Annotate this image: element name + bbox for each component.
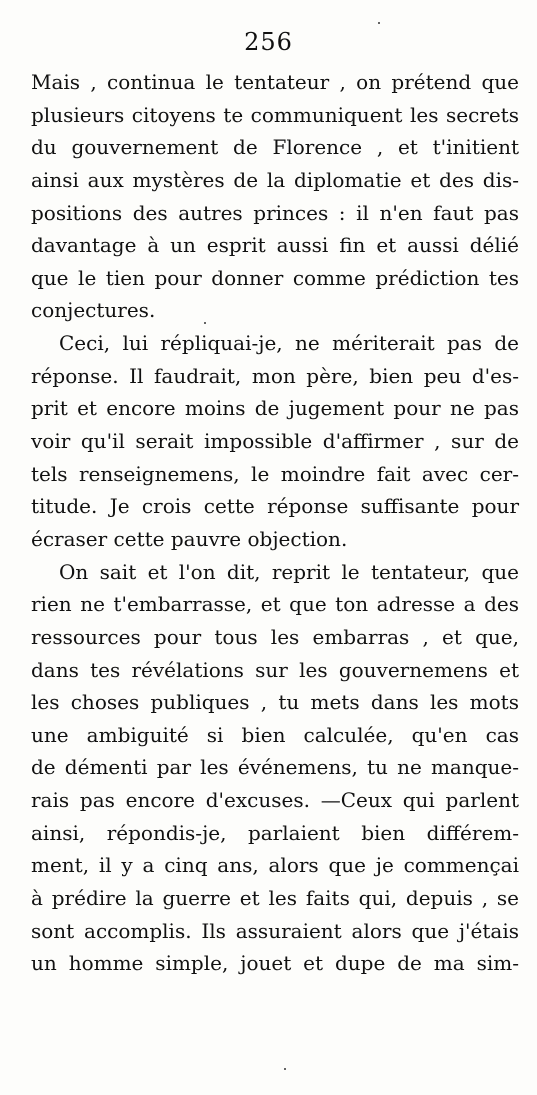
print-speck (284, 1068, 286, 1070)
text-line: écraser cette pauvre objection. (31, 526, 348, 551)
text-line: plusieurs citoyens te communiquent les secrets (31, 102, 519, 127)
print-speck (378, 22, 380, 24)
text-line: ment, il y a cinq ans, alors que je commençai (31, 853, 519, 878)
text-line: ainsi aux mystères de la diplomatie et des dis- (31, 167, 519, 192)
text-line: tels renseignemens, le moindre fait avec cer- (31, 461, 519, 486)
text-line: ressources pour tous les embarras , et que, (31, 624, 519, 649)
text-line: ainsi, répondis-je, parlaient bien différem- (31, 820, 519, 845)
text-line: que le tien pour donner comme prédiction tes (31, 265, 519, 290)
text-line: rais pas encore d'excuses. —Ceux qui parlent (31, 788, 519, 813)
text-line: prit et encore moins de jugement pour ne pas (31, 396, 519, 421)
text-line: Mais , continua le tentateur , on prétend que (31, 70, 519, 94)
text-line: une ambiguité si bien calculée, qu'en cas (31, 722, 519, 747)
print-speck (204, 322, 206, 324)
text-line: voir qu'il serait impossible d'affirmer , sur de (31, 429, 519, 454)
text-line: un homme simple, jouet et dupe de ma sim- (31, 951, 519, 976)
text-line: dans tes révélations sur les gouvernemens et (31, 657, 519, 682)
text-line: davantage à un esprit aussi fin et aussi délié (31, 233, 519, 258)
paragraph-start-line: On sait et l'on dit, reprit le tentateur, que (59, 559, 519, 584)
text-line: de démenti par les événemens, tu ne manque- (31, 755, 519, 780)
text-line: les choses publiques , tu mets dans les mots (31, 690, 519, 715)
text-line: réponse. Il faudrait, mon père, bien peu d'es- (31, 363, 519, 388)
text-line: à prédire la guerre et les faits qui, depuis , se (31, 886, 519, 911)
text-line: rien ne t'embarrasse, et que ton adresse a des (31, 592, 519, 617)
page-number: 256 (244, 28, 293, 56)
text-line: positions des autres princes : il n'en faut pas (31, 200, 519, 225)
paragraph-start-line: Ceci, lui répliquai-je, ne mériterait pas de (59, 331, 519, 356)
text-line: conjectures. (31, 298, 156, 323)
text-line: titude. Je crois cette réponse suffisante pour (31, 494, 519, 519)
text-line: sont accomplis. Ils assuraient alors que j'étais (31, 918, 519, 943)
body-text (31, 66, 519, 980)
text-line: du gouvernement de Florence , et t'initient (31, 135, 519, 160)
